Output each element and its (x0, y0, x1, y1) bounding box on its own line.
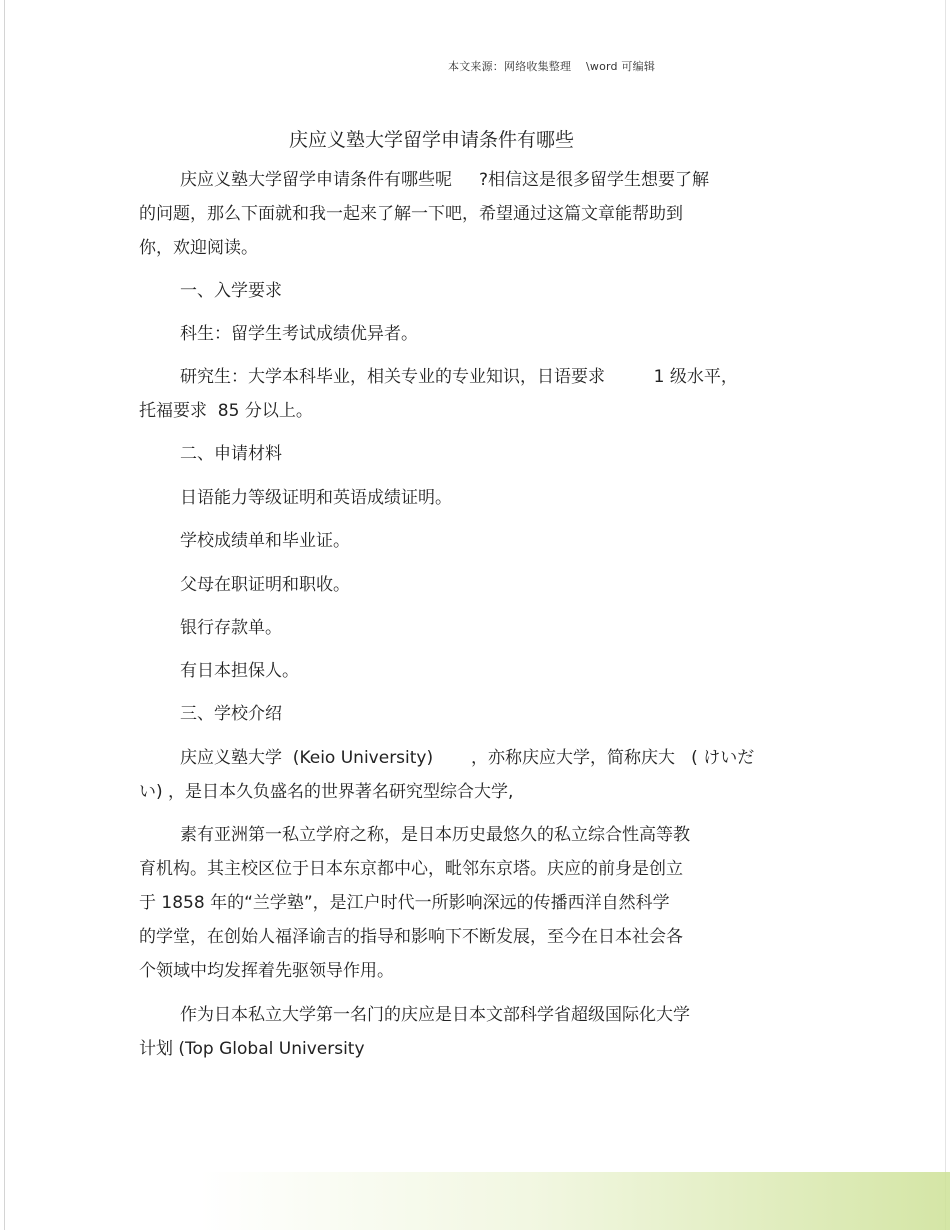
material-item-bank: 银行存款单。 (180, 618, 282, 638)
admission-grad-line-2: 托福要求 85 分以上。 (139, 401, 313, 421)
school-history-line-2: 育机构。其主校区位于日本东京都中心，毗邻东京塔。庆应的前身是创立 (139, 859, 683, 879)
admission-undergrad: 科生：留学生考试成绩优异者。 (180, 324, 418, 344)
intro-line-2: 的问题，那么下面就和我一起来了解一下吧，希望通过这篇文章能帮助到 (139, 204, 683, 224)
page-left-edge (4, 0, 5, 1230)
school-global-line-1: 作为日本私立大学第一名门的庆应是日本文部科学省超级国际化大学 (180, 1005, 690, 1025)
school-global-line-2: 计划 (Top Global University (139, 1039, 365, 1059)
material-item-parents: 父母在职证明和职收。 (180, 575, 350, 595)
school-intro-line-1: 庆应义塾大学 (Keio University) ，亦称庆应大学，简称庆大 ( けいだ (180, 748, 755, 768)
school-history-line-5: 个领域中均发挥着先驱领导作用。 (139, 961, 394, 981)
intro-line-1: 庆应义塾大学留学申请条件有哪些呢 ?相信这是很多留学生想要了解 (180, 170, 710, 190)
section-heading-materials: 二、申请材料 (180, 444, 282, 464)
section-heading-school: 三、学校介绍 (180, 704, 282, 724)
school-history-line-4: 的学堂，在创始人福泽谕吉的指导和影响下不断发展，至今在日本社会各 (139, 927, 683, 947)
section-heading-admission: 一、入学要求 (180, 281, 282, 301)
bottom-decoration (200, 1172, 950, 1230)
material-item-transcript: 学校成绩单和毕业证。 (180, 531, 350, 551)
material-item-guarantor: 有日本担保人。 (180, 661, 299, 681)
admission-grad-line-1: 研究生：大学本科毕业，相关专业的专业知识，日语要求 1 级水平， (180, 367, 738, 387)
page-right-edge (945, 0, 946, 1230)
school-intro-line-2: い) ，是日本久负盛名的世界著名研究型综合大学, (139, 782, 514, 802)
school-history-line-3: 于 1858 年的“兰学塾”，是江户时代一所影响深远的传播西洋自然科学 (139, 893, 670, 913)
intro-line-3: 你，欢迎阅读。 (139, 238, 258, 258)
school-history-line-1: 素有亚洲第一私立学府之称，是日本历史最悠久的私立综合性高等教 (180, 825, 690, 845)
document-title: 庆应义塾大学留学申请条件有哪些 (289, 129, 575, 151)
material-item-language: 日语能力等级证明和英语成绩证明。 (180, 488, 452, 508)
header-source-note: 本文来源：网络收集整理 \word 可编辑 (448, 60, 656, 73)
